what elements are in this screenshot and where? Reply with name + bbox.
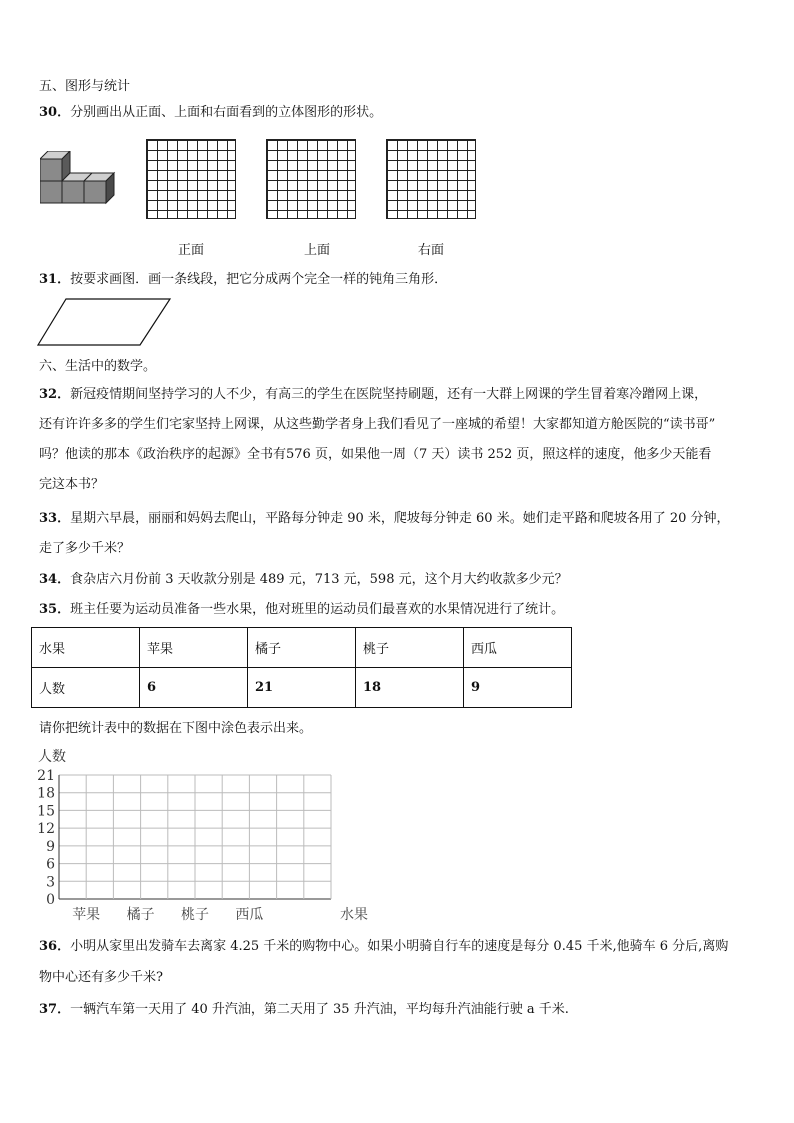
question-text: 食杂店六月份前 3 天收款分别是 489 元，713 元，598 元，这个月大约收款多少元？	[70, 572, 568, 587]
table-cell: 桃子	[356, 628, 464, 668]
question-text: 按要求画图．画一条线段，把它分成两个完全一样的钝角三角形．	[70, 272, 448, 287]
question-36-line-1	[39, 939, 728, 955]
question-number: 34．	[39, 572, 71, 587]
table-cell: 橘子	[248, 628, 356, 668]
question-number: 35．	[39, 602, 71, 617]
table-cell: 9	[464, 668, 572, 708]
top-view-grid[interactable]	[266, 139, 356, 219]
question-number: 32．	[39, 387, 71, 402]
fruit-bar-chart[interactable]	[30, 745, 380, 930]
y-tick-label: 0	[46, 892, 55, 908]
y-tick-label: 15	[37, 803, 55, 820]
y-tick-label: 6	[46, 856, 55, 873]
x-category-label: 橘子	[126, 907, 155, 923]
top-view-label: 上面	[303, 243, 330, 258]
table-cell: 人数	[32, 668, 140, 708]
x-category-label: 桃子	[181, 907, 209, 923]
table-cell: 6	[140, 668, 248, 708]
question-text: 新冠疫情期间坚持学习的人不少，有高三的学生在医院坚持刷题，还有一大群上网课的学生冒着寒冷蹭网上课，	[70, 387, 708, 402]
question-34	[39, 572, 568, 588]
y-tick-label: 12	[37, 821, 55, 838]
front-view-label: 正面	[177, 243, 204, 258]
section-6-title: 六、生活中的数学。	[39, 359, 157, 374]
question-text: 小明从家里出发骑车去离家 4.25 千米的购物中心。如果小明骑自行车的速度是每分 0.45 千米,他骑车 6 分后,离购	[70, 939, 729, 954]
chart-instruction: 请你把统计表中的数据在下图中涂色表示出来。	[39, 721, 313, 736]
table-cell: 西瓜	[464, 628, 572, 668]
question-33-line-2: 走了多少千米？	[39, 541, 131, 556]
section-5-title: 五、图形与统计	[39, 79, 131, 94]
question-number: 31．	[39, 272, 71, 287]
question-30	[39, 105, 382, 121]
question-36-line-2: 物中心还有多少千米?	[39, 970, 163, 985]
right-view-label: 右面	[417, 243, 444, 258]
table-row	[32, 668, 572, 708]
question-33-line-1	[39, 511, 730, 527]
fruit-table	[31, 627, 572, 708]
question-text: 星期六早晨，丽丽和妈妈去爬山，平路每分钟走 90 米，爬坡每分钟走 60 米。她们走平路和爬坡各用了 20 分钟，	[70, 511, 730, 526]
question-number: 33．	[39, 511, 71, 526]
y-tick-label: 9	[46, 838, 55, 855]
table-header-row	[32, 628, 572, 668]
question-text: 一辆汽车第一天用了 40 升汽油，第二天用了 35 升汽油，平均每升汽油能行驶 a 千米.	[70, 1002, 569, 1017]
x-axis-label: 水果	[340, 907, 368, 923]
question-number: 30．	[39, 105, 71, 120]
x-category-label: 苹果	[72, 907, 101, 923]
x-category-label: 西瓜	[235, 907, 264, 923]
table-cell: 水果	[32, 628, 140, 668]
parallelogram-figure[interactable]	[36, 297, 176, 349]
table-cell: 18	[356, 668, 464, 708]
y-tick-label: 18	[37, 785, 55, 802]
cube-solid-figure	[40, 151, 120, 215]
question-text: 班主任要为运动员准备一些水果，他对班里的运动员们最喜欢的水果情况进行了统计。	[70, 602, 565, 617]
y-axis-label: 人数	[38, 749, 66, 765]
y-tick-label: 21	[37, 768, 55, 784]
table-cell: 21	[248, 668, 356, 708]
table-cell: 苹果	[140, 628, 248, 668]
question-number: 37．	[39, 1002, 71, 1017]
front-view-grid[interactable]	[146, 139, 236, 219]
question-32-line-3: 吗？他读的那本《政治秩序的起源》全书有576 页，如果他一周（7 天）读书 252 页，照这样的速度，他多少天能看	[39, 447, 712, 462]
question-32-line-2: 还有许许多多的学生们宅家坚持上网课，从这些勤学者身上我们看见了一座城的希望！大家都知道方舱医院的“读书哥”	[39, 417, 716, 432]
right-view-grid[interactable]	[386, 139, 476, 219]
question-32-line-1	[39, 387, 707, 403]
question-number: 36．	[39, 939, 71, 954]
question-37	[39, 1002, 569, 1018]
question-32-line-4: 完这本书？	[39, 477, 105, 492]
question-31	[39, 272, 447, 288]
question-text: 分别画出从正面、上面和右面看到的立体图形的形状。	[70, 105, 383, 120]
question-35	[39, 602, 564, 618]
y-tick-label: 3	[46, 874, 55, 891]
